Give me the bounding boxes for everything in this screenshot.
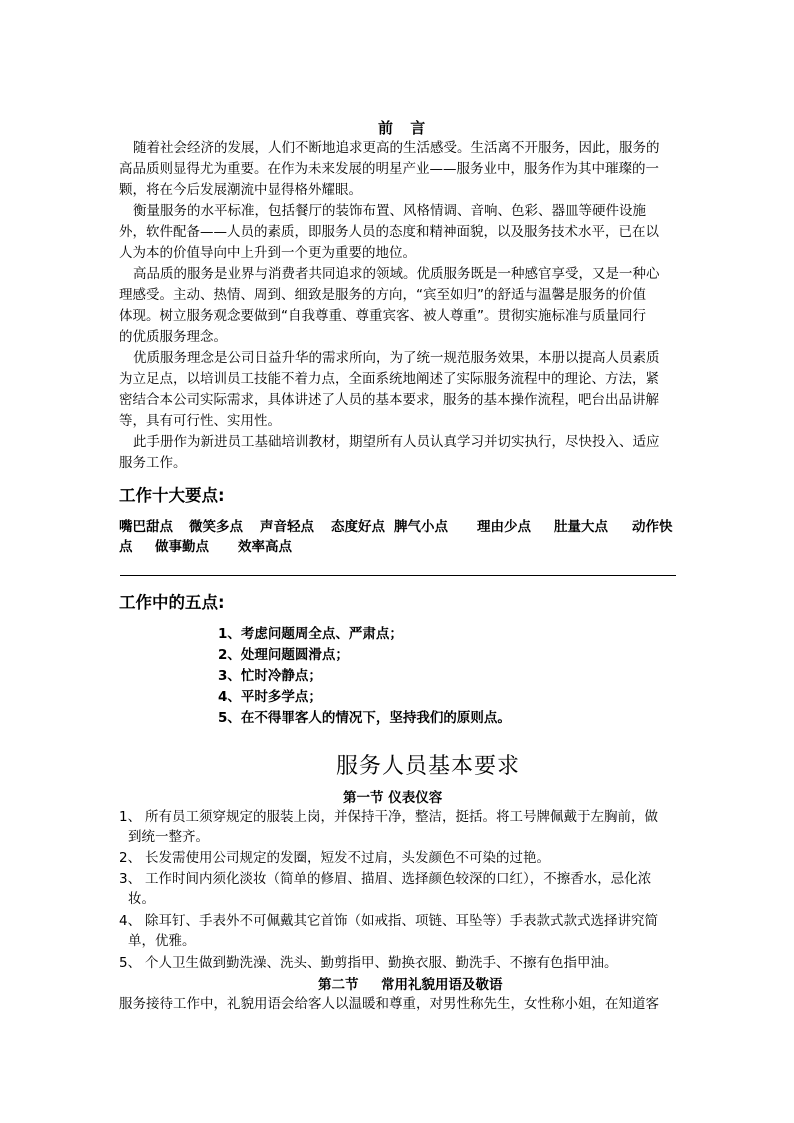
foreword-line: 外，软件配备——人员的素质，即服务人员的态度和精神面貌，以及服务技术水平，已在以	[119, 224, 659, 240]
list-number: 3、	[119, 871, 142, 887]
ten-point-item: 动作快	[632, 519, 673, 535]
ten-point-item: 理由少点	[477, 519, 531, 535]
ten-point-item: 点	[119, 539, 133, 555]
five-point-item: 2、处理问题圆滑点；	[218, 647, 349, 663]
ten-point-item: 微笑多点	[189, 519, 243, 535]
foreword-line: 服务工作。	[119, 455, 187, 471]
foreword-line: 衡量服务的水平标准，包括餐厅的装饰布置、风格情调、音响、色彩、器皿等硬件设施	[133, 203, 646, 219]
section2-title-number: 第二节	[318, 977, 359, 993]
ten-point-item: 声音轻点	[260, 519, 314, 535]
list-item-line: 所有员工须穿规定的服装上岗，并保持干净，整洁，挺括。将工号牌佩戴于左胸前，做	[145, 809, 658, 825]
foreword-line: 人为本的价值导向中上升到一个更为重要的地位。	[119, 245, 416, 261]
requirements-title: 服务人员基本要求	[336, 754, 521, 779]
ten-point-item: 做事勤点	[155, 539, 209, 555]
list-item-line: 个人卫生做到勤洗澡、洗头、勤剪指甲、勤换衣服、勤洗手、不擦有色指甲油。	[145, 955, 618, 971]
foreword-line: 此手册作为新进员工基础培训教材，期望所有人员认真学习并切实执行，尽快投入、适应	[133, 434, 660, 450]
five-points-heading: 工作中的五点:	[119, 593, 225, 612]
foreword-line: 高品质的服务是业界与消费者共同追求的领域。优质服务既是一种感官享受，又是一种心	[133, 266, 660, 282]
list-item-line: 除耳钉、手表外不可佩戴其它首饰（如戒指、项链、耳坠等）手表款式款式选择讲究简	[145, 913, 658, 929]
list-number: 4、	[119, 913, 142, 929]
body-paragraph-line: 服务接待工作中，礼貌用语会给客人以温暖和尊重，对男性称先生，女性称小姐，在知道客	[119, 996, 659, 1012]
ten-point-item: 肚量大点	[554, 519, 608, 535]
five-point-item: 3、忙时冷静点；	[218, 668, 322, 684]
five-point-item: 4、平时多学点；	[218, 689, 322, 705]
list-item-line: 长发需使用公司规定的发圈，短发不过肩，头发颜色不可染的过艳。	[145, 850, 550, 866]
ten-point-item: 嘴巴甜点	[119, 519, 173, 535]
foreword-line: 体现。树立服务观念要做到“自我尊重、尊重宾客、被人尊重”。贯彻实施标准与质量同行	[119, 308, 646, 324]
list-item-line: 妆。	[128, 891, 155, 907]
foreword-line: 等，具有可行性、实用性。	[119, 413, 281, 429]
foreword-line: 优质服务理念是公司日益升华的需求所向，为了统一规范服务效果，本册以提高人员素质	[133, 350, 660, 366]
list-item-line: 工作时间内须化淡妆（简单的修眉、描眉、选择颜色较深的口红），不擦香水，忌化浓	[145, 871, 652, 887]
foreword-line: 理感受。主动、热情、周到、细致是服务的方向，“宾至如归”的舒适与温馨是服务的价值	[119, 287, 646, 303]
list-item-line: 到统一整齐。	[128, 829, 209, 845]
ten-point-item: 脾气小点	[394, 519, 448, 535]
foreword-title: 前 言	[378, 119, 432, 137]
ten-points-heading: 工作十大要点:	[119, 486, 225, 505]
list-number: 2、	[119, 850, 142, 866]
foreword-line: 颗，将在今后发展潮流中显得格外耀眼。	[119, 182, 362, 198]
five-point-item: 1、考虑问题周全点、严肃点；	[218, 626, 403, 642]
ten-point-item: 效率高点	[238, 539, 292, 555]
foreword-line: 高品质则显得尤为重要。在作为未来发展的明星产业——服务业中，服务作为其中璀璨的一	[119, 161, 659, 177]
five-point-item: 5、在不得罪客人的情况下，坚持我们的原则点。	[218, 710, 511, 726]
foreword-line: 密结合本公司实际需求，具体讲述了人员的基本要求，服务的基本操作流程，吧台出品讲解	[119, 392, 659, 408]
section1-title: 第一节 仪表仪容	[343, 790, 443, 806]
foreword-line: 随着社会经济的发展，人们不断地追求更高的生活感受。生活离不开服务，因此，服务的	[133, 140, 660, 156]
section2-title-text: 常用礼貌用语及敬语	[381, 977, 503, 993]
horizontal-divider	[120, 575, 676, 576]
list-number: 5、	[119, 955, 142, 971]
foreword-line: 为立足点，以培训员工技能不着力点，全面系统地阐述了实际服务流程中的理论、方法，紧	[119, 371, 659, 387]
ten-point-item: 态度好点	[331, 519, 385, 535]
list-item-line: 单，优雅。	[128, 933, 196, 949]
list-number: 1、	[119, 809, 142, 825]
foreword-line: 的优质服务理念。	[119, 329, 227, 345]
